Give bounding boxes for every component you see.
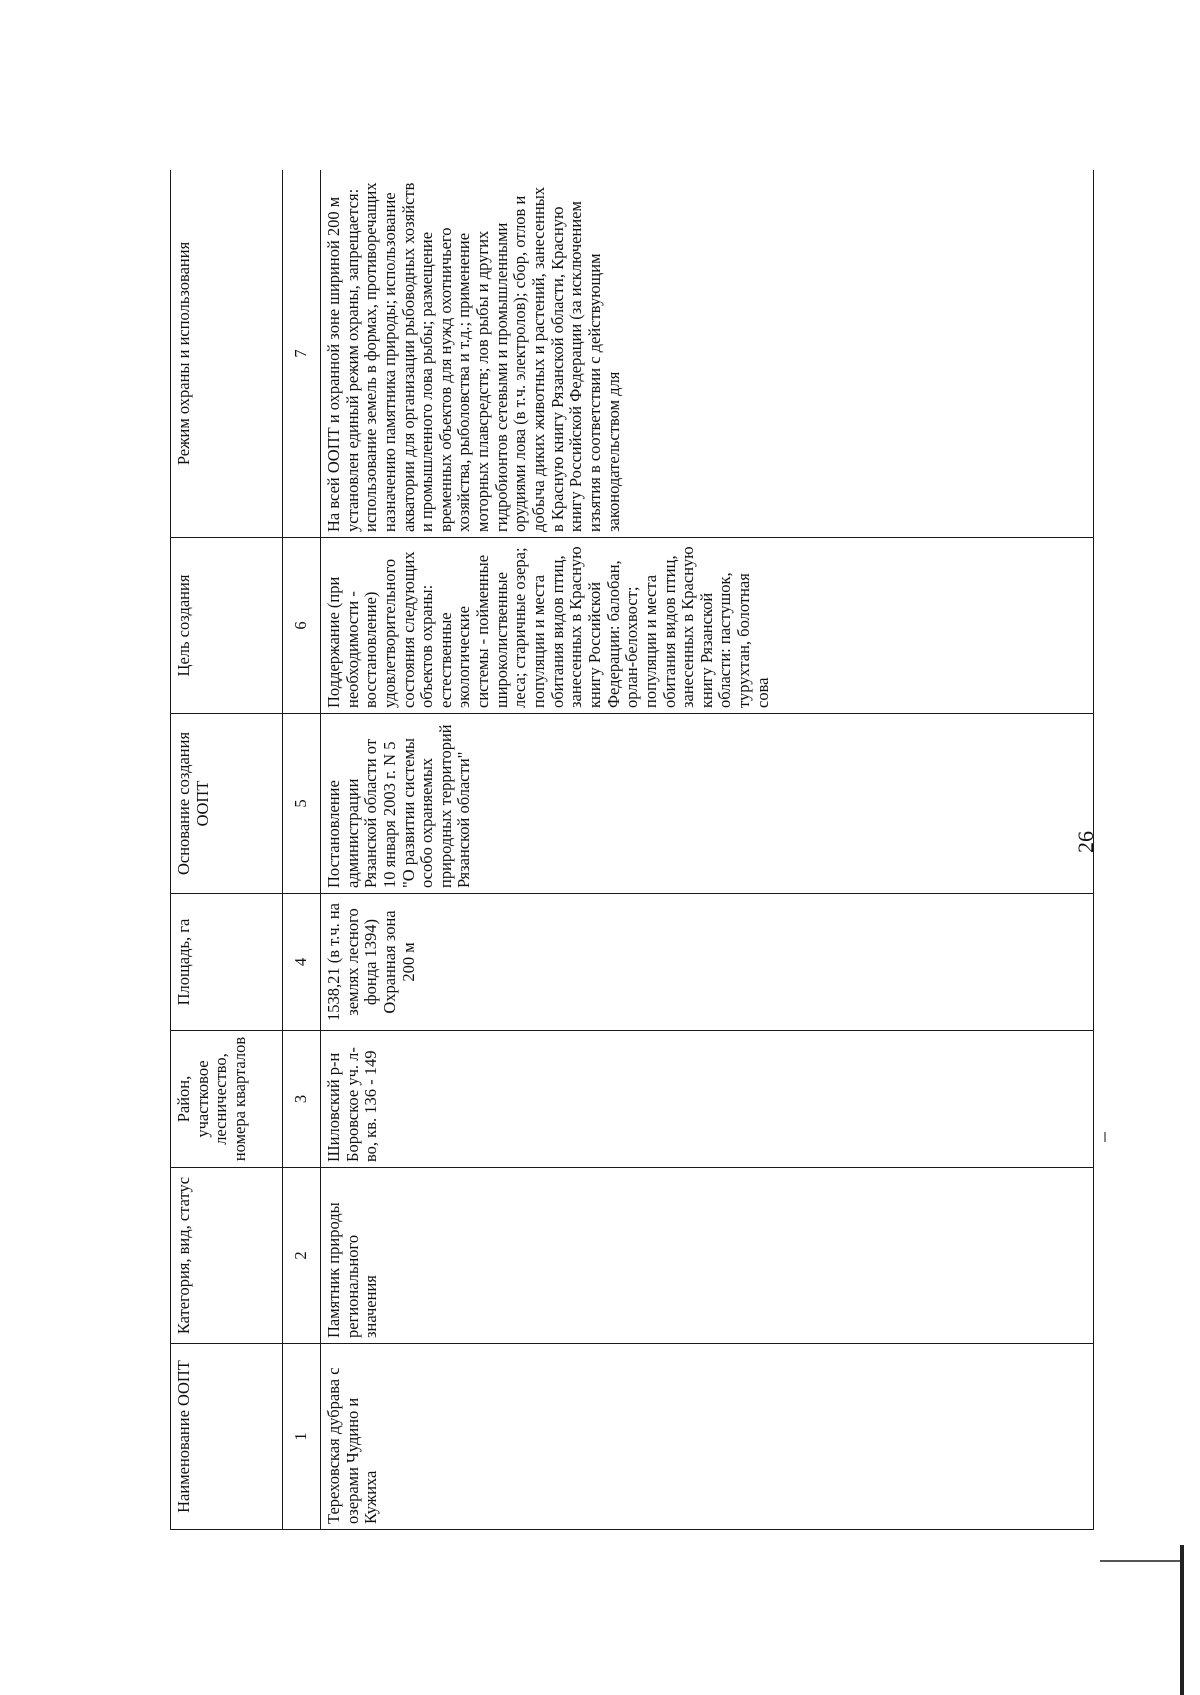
column-number: 3 (283, 1031, 321, 1168)
column-number: 2 (283, 1168, 321, 1344)
header-purpose: Цель создания (171, 538, 283, 714)
header-district: Район, участковое лесничество, номера кварталов (171, 1031, 283, 1168)
header-row (171, 170, 283, 1530)
scan-artifact-edge (1180, 1545, 1184, 1695)
header-category: Категория, вид, статус (171, 1168, 283, 1344)
cell-basis: Постановление администрации Рязанской области от 10 января 2003 г. N 5 "О развитии системы особо охраняемых природных территорий Рязанской области" (321, 714, 1094, 894)
column-number-row (283, 170, 321, 1530)
scan-artifact-line (1100, 1560, 1180, 1562)
cell-regime: На всей ООПТ и охранной зоне шириной 200 м установлен единый режим охраны, запрещается: использование земель в формах, противоречащих назначению памятника природы; использование акватории для организации рыбоводных хозяйств и промышленного лова рыбы; размещение временных объектов для нужд охотничьего хозяйства, рыболовства и т.д.; применение моторных плавсредств; лов рыбы и других гидробионтов сетевыми и промышленными орудиями лова (в т.ч. электролов); сбор, отлов и добыча диких животных и растений, занесенных в Красную книгу Рязанской области, Красную книгу Российской Федерации (за исключением изъятия в соответствии с действующим законодательством для (321, 170, 1094, 538)
cell-area: 1538,21 (в т.ч. на землях лесного фонда 1394) Охранная зона 200 м (321, 894, 1094, 1031)
header-name: Наименование ООПТ (171, 1344, 283, 1530)
table-row (321, 170, 1094, 1530)
scan-artifact-dot (1104, 1132, 1106, 1142)
column-number: 6 (283, 538, 321, 714)
column-number: 7 (283, 170, 321, 538)
document-table-frame (170, 170, 1094, 1530)
header-regime: Режим охраны и использования (171, 170, 283, 538)
column-number: 1 (283, 1344, 321, 1530)
cell-purpose: Поддержание (при необходимости - восстановление) удовлетворительного состояния следующих объектов охраны: естественные экологические системы - пойменные широколиственные леса; старичные озера; популяции и места обитания видов птиц, занесенных в Красную книгу Российской Федерации: балобан, орлан-белохвост; популяции и места обитания видов птиц, занесенных в Красную книгу Рязанской области: пастушок, турухтан, болотная сова (321, 538, 1094, 714)
column-number: 5 (283, 714, 321, 894)
rotated-table-container (170, 170, 1094, 1530)
oopt-table (170, 170, 1094, 1530)
cell-name: Тереховская дубрава с озерами Чудино и Кужиха (321, 1344, 1094, 1530)
header-area: Площадь, га (171, 894, 283, 1031)
column-number: 4 (283, 894, 321, 1031)
cell-category: Памятник природы регионального значения (321, 1168, 1094, 1344)
header-basis: Основание создания ООПТ (171, 714, 283, 894)
page-number: 26 (1073, 831, 1098, 853)
cell-district: Шиловский р-н Боровское уч. л-во, кв. 136 - 149 (321, 1031, 1094, 1168)
